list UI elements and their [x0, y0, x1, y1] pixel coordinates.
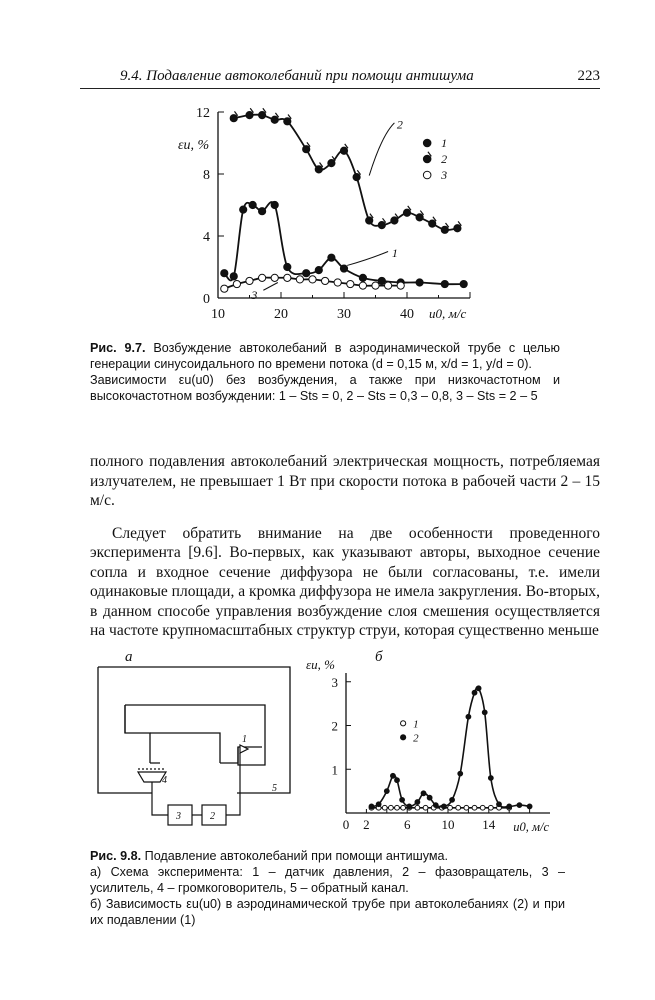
data-point-2 — [284, 114, 292, 124]
data-point-3 — [259, 274, 266, 281]
data-point-1 — [460, 280, 467, 287]
data-point-2 — [527, 804, 532, 809]
data-point-2 — [472, 690, 477, 695]
header-title: 9.4. Подавление автоколебаний при помощи антишума — [120, 68, 474, 84]
data-point-2 — [497, 802, 502, 807]
data-point-1 — [240, 206, 247, 213]
curve-label-2-leader — [369, 123, 394, 176]
data-point-2 — [271, 113, 279, 123]
figure-9-8-caption-b: б) Зависимость εu(u0) в аэродинамической трубе при автоколебаниях (2) и при их подавлении (1) — [90, 897, 565, 927]
legend-label-3: 3 — [441, 168, 448, 182]
phase-shifter-number: 2 — [210, 811, 215, 822]
data-point-1 — [284, 263, 291, 270]
y-tick-label: 12 — [196, 106, 210, 121]
data-point-1 — [464, 805, 469, 810]
data-point-2 — [340, 144, 348, 154]
data-point-3 — [271, 274, 278, 281]
data-point-3 — [385, 282, 392, 289]
data-point-2 — [476, 686, 481, 691]
data-point-1 — [472, 805, 477, 810]
data-point-1 — [230, 273, 237, 280]
data-point-2 — [427, 795, 432, 800]
data-point-3 — [322, 277, 329, 284]
data-point-1 — [441, 280, 448, 287]
data-point-2 — [259, 108, 267, 118]
figure-9-8-panel-a — [90, 645, 320, 845]
figure-9-8-caption-a: а) Схема эксперимента: 1 – датчик давления, 2 – фазовращатель, 3 – усилитель, 4 – громкоговоритель, 5 – обратный канал. — [90, 865, 565, 895]
figure-9-7-caption-label: Рис. 9.7. — [90, 341, 146, 355]
data-point-2 — [369, 804, 374, 809]
y-tick-label: 4 — [203, 230, 210, 245]
x-tick-label: 2 — [363, 817, 370, 832]
curve-label-2: 2 — [396, 117, 403, 132]
figure-9-7-chart — [170, 100, 490, 330]
data-point-1 — [448, 805, 453, 810]
data-point-2 — [376, 802, 381, 807]
data-point-1 — [401, 805, 406, 810]
x-tick-label: 30 — [337, 307, 351, 322]
data-point-2 — [482, 710, 487, 715]
legend-marker-3 — [423, 171, 431, 179]
panel-a-label: а — [125, 649, 133, 665]
data-point-2 — [391, 214, 399, 224]
data-point-2 — [415, 800, 420, 805]
data-point-3 — [347, 280, 354, 287]
data-point-3 — [397, 282, 404, 289]
data-point-3 — [221, 285, 228, 292]
series-line-2 — [372, 687, 530, 807]
figure-9-8-chart — [300, 645, 570, 845]
y-tick-label: 8 — [203, 168, 210, 183]
data-point-1 — [415, 805, 420, 810]
data-point-2 — [442, 804, 447, 809]
curve-label-1: 1 — [391, 246, 398, 261]
data-point-2 — [507, 804, 512, 809]
legend-label-2: 2 — [441, 152, 448, 166]
data-point-1 — [249, 201, 256, 208]
figure-9-8-panel-b — [300, 645, 570, 845]
y-axis-label: εu, % — [178, 138, 210, 153]
figure-9-8-caption-label: Рис. 9.8. — [90, 849, 142, 863]
speaker-wire — [152, 782, 168, 815]
data-point-2 — [230, 111, 238, 121]
data-point-2 — [416, 211, 424, 221]
data-point-1 — [416, 279, 423, 286]
x-tick-label: 0 — [342, 817, 350, 832]
data-point-1 — [378, 277, 385, 284]
data-point-2 — [421, 791, 426, 796]
data-point-1 — [271, 201, 278, 208]
data-point-2 — [488, 776, 493, 781]
data-point-2 — [246, 108, 254, 118]
legend-label-1: 1 — [413, 718, 419, 731]
figure-9-8-caption — [90, 848, 565, 928]
figure-9-7-caption — [90, 340, 560, 404]
running-header — [80, 66, 600, 89]
data-point-3 — [246, 277, 253, 284]
data-point-3 — [233, 280, 240, 287]
x-tick-label: 14 — [482, 817, 496, 832]
x-tick-label: 10 — [441, 817, 455, 832]
data-point-2 — [328, 156, 336, 166]
data-point-2 — [517, 803, 522, 808]
data-point-1 — [315, 267, 322, 274]
data-point-2 — [441, 223, 449, 233]
legend-marker-2 — [401, 735, 406, 740]
amplifier-number: 3 — [176, 811, 181, 822]
data-point-2 — [395, 778, 400, 783]
data-point-3 — [372, 282, 379, 289]
y-tick-label: 3 — [331, 674, 338, 690]
data-point-1 — [340, 265, 347, 272]
data-point-2 — [466, 714, 471, 719]
panel-b-label: б — [375, 649, 383, 665]
data-point-1 — [359, 274, 366, 281]
data-point-1 — [480, 805, 485, 810]
y-tick-label: 0 — [203, 292, 210, 307]
data-point-2 — [407, 804, 412, 809]
x-tick-label: 10 — [211, 307, 225, 322]
data-point-2 — [458, 771, 463, 776]
data-point-2 — [433, 803, 438, 808]
data-point-2 — [429, 217, 437, 227]
feedback-channel-outer — [98, 667, 290, 793]
data-point-3 — [359, 282, 366, 289]
data-point-1 — [456, 805, 461, 810]
data-point-1 — [423, 805, 428, 810]
speaker-number: 4 — [162, 775, 167, 786]
x-tick-label: 20 — [274, 307, 288, 322]
data-point-2 — [454, 221, 462, 231]
feedback-number: 5 — [272, 783, 277, 794]
data-point-3 — [309, 276, 316, 283]
figure-9-7-caption-line-2: Зависимости εu(u0) без возбуждения, а также при низкочастотном и высокочастотном возбуждении: 1 – Sts = 0, 2 – Sts = 0,3 – 0,8, 3 – Sts = 2 – 5 — [90, 373, 560, 403]
data-point-1 — [395, 805, 400, 810]
pressure-sensor-icon — [240, 745, 248, 753]
sensor-number: 1 — [242, 734, 247, 745]
data-point-3 — [284, 274, 291, 281]
x-tick-label: 40 — [400, 307, 414, 322]
legend-label-2: 2 — [413, 732, 419, 745]
data-point-1 — [328, 254, 335, 261]
data-point-2 — [384, 789, 389, 794]
body-paragraph-2: Следует обратить внимание на две особенности проведенного эксперимента [9.6]. Во-первых, как указывают авторы, выходное сечение сопла и входное сечение диффузора не были согласованы, т.е. имели одинаковые площади, а кромка диффузора не имела закругления. Во-вторых, в данном способе управления возбуждение слоя смешения осуществляется на частоте крупномасштабных структур струи, которая существенно меньше — [90, 524, 600, 639]
curve-label-3: 3 — [251, 287, 258, 302]
x-axis-label: u0, м/с — [429, 306, 467, 321]
tunnel-bottom — [150, 747, 238, 763]
legend-label-1: 1 — [441, 136, 448, 150]
data-point-1 — [388, 805, 393, 810]
data-point-3 — [334, 279, 341, 286]
y-tick-label: 2 — [331, 718, 338, 734]
data-point-1 — [303, 270, 310, 277]
data-point-2 — [391, 773, 396, 778]
legend-marker-1 — [423, 139, 431, 147]
data-point-1 — [259, 208, 266, 215]
data-point-3 — [296, 276, 303, 283]
data-point-2 — [378, 218, 386, 228]
data-point-2 — [315, 163, 323, 173]
data-point-2 — [403, 206, 411, 216]
figure-9-7-caption-line-1: Возбуждение автоколебаний в аэродинамической трубе с целью генерации синусоидального по времени потока (d = 0,15 м, x/d = 1, y/d = 0). — [90, 341, 561, 371]
x-axis-label: u0, м/с — [513, 820, 550, 834]
figure-9-8-caption-title: Подавление автоколебаний при помощи антишума. — [144, 849, 449, 863]
x-tick-label: 6 — [403, 817, 411, 832]
figure-9-7 — [170, 100, 490, 330]
legend-marker-1 — [401, 721, 406, 726]
schematic-diagram — [90, 645, 320, 845]
data-point-1 — [488, 805, 493, 810]
curve-label-1-leader — [347, 252, 388, 266]
page-number: 223 — [577, 68, 600, 84]
data-point-1 — [221, 270, 228, 277]
tunnel-inner-wall — [150, 733, 220, 763]
curve-label-3-leader — [263, 283, 277, 291]
data-point-2 — [450, 797, 455, 802]
data-point-2 — [400, 797, 405, 802]
legend-marker-2 — [423, 152, 431, 163]
body-text — [90, 452, 600, 641]
data-point-1 — [382, 805, 387, 810]
y-axis-label: εu, % — [306, 657, 335, 672]
y-tick-label: 1 — [331, 762, 338, 778]
body-paragraph-1: полного подавления автоколебаний электрическая мощность, потребляемая излучателем, не превышает 1 Вт при скорости потока в рабочей части 2 – 15 м/с. — [90, 453, 600, 509]
